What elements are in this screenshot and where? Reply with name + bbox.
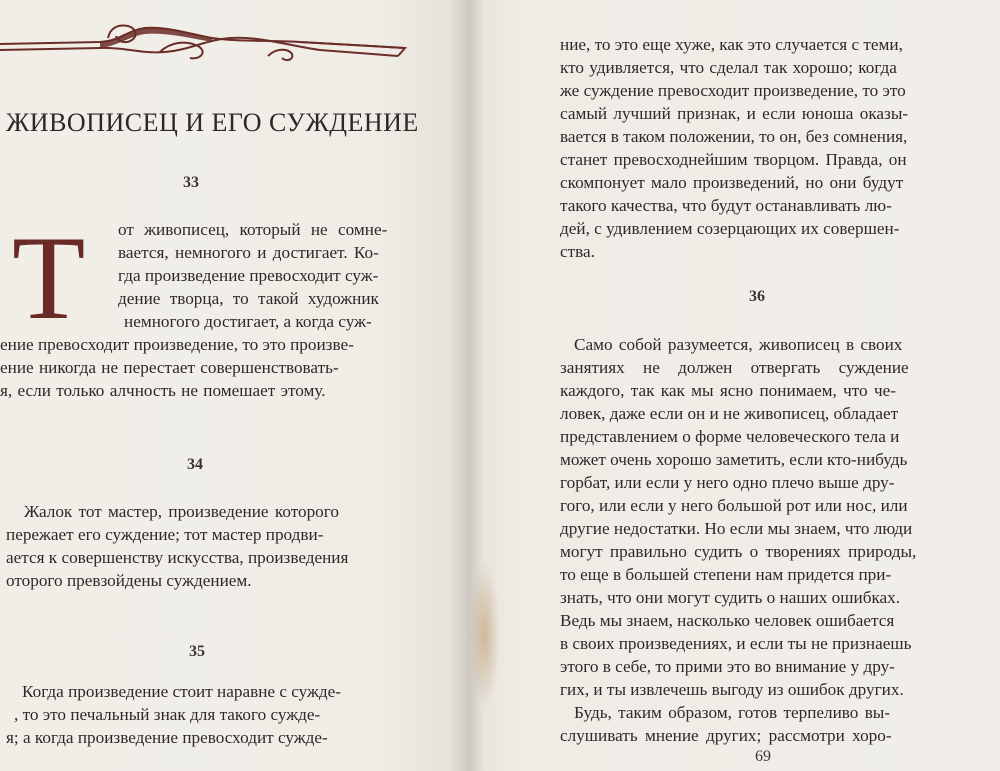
section-number-35: 35 (189, 643, 205, 660)
text-line: немногого достигает, а когда суж- (124, 312, 372, 331)
text-line: дей, с удивлением созерцающих их совершен- (560, 219, 900, 238)
text-line: я, если только алчность не помешает этому. (0, 381, 326, 400)
text-line: я; а когда произведение превосходит сужде- (6, 728, 328, 747)
text-line: Когда произведение стоит наравне с сужде- (22, 682, 342, 701)
text-line: вается в таком положении, то он, без сомнения, (560, 127, 908, 146)
text-line: станет превосходнейшим творцом. Правда, он (560, 150, 907, 169)
text-line: каждого, так как мы ясно понимаем, что че- (560, 381, 896, 400)
text-line: дение творца, то такой художник (118, 289, 379, 308)
text-line: ние, то это еще хуже, как это случается с теми, (560, 35, 903, 54)
text-line: оторого превзойдены суждением. (6, 571, 252, 590)
continuation-text (560, 33, 908, 263)
text-line: может очень хорошо заметить, если кто-нибудь (560, 450, 908, 469)
left-page (0, 0, 468, 771)
text-line: Само собой разумеется, живописец в своих (574, 335, 903, 354)
paper-stain (470, 560, 500, 710)
text-line: вается, немногого и достигает. Ко- (118, 243, 379, 262)
text-line: горбат, или если у него одно плечо выше дру- (560, 473, 895, 492)
text-line: Ведь мы знаем, насколько человек ошибается (560, 611, 895, 630)
drop-cap: Т (12, 211, 86, 344)
text-line: скомпонует мало произведений, но они будут (560, 173, 904, 192)
text-line: слушивать мнение других; рассмотри хоро- (560, 726, 892, 745)
text-line: гого, или если у него большой рот или нос, или (560, 496, 908, 515)
ornament-flourish-icon (0, 12, 410, 62)
text-line: другие недостатки. Но если мы знаем, что люди (560, 519, 913, 538)
right-page (468, 0, 1000, 771)
text-line: этого в себе, то прими это во внимание у дру- (560, 657, 895, 676)
section-33-indented-lines (118, 218, 387, 333)
section-33-full-lines (0, 333, 354, 402)
text-line: , то это печальный знак для такого сужде- (14, 705, 321, 724)
text-line: ловек, даже если он и не живописец, обладает (560, 404, 899, 423)
text-line: занятиях не должен отвергать суждение (560, 358, 909, 377)
section-35-text (0, 680, 341, 749)
section-34-text (0, 500, 348, 592)
text-line: знать, что они могут судить о наших ошибках. (560, 588, 901, 607)
text-line: ение никогда не перестает совершенствовать- (0, 358, 339, 377)
text-line: в своих произведениях, и если ты не признаешь (560, 634, 912, 653)
section-number-34: 34 (187, 456, 203, 473)
text-line: от живописец, который не сомне- (118, 220, 388, 239)
text-line: ается к совершенству искусства, произведения (6, 548, 349, 567)
text-line: кто удивляется, что сделал так хорошо; когда (560, 58, 897, 77)
text-line: такого качества, что будут останавливать лю- (560, 196, 892, 215)
text-line: Будь, таким образом, готов терпеливо вы- (574, 703, 891, 722)
text-line: ства. (560, 242, 595, 261)
text-line: ение превосходит произведение, то это произве- (0, 335, 354, 354)
text-line: самый лучший признак, и если юноша оказы- (560, 104, 909, 123)
chapter-title: ЖИВОПИСЕЦ И ЕГО СУЖДЕНИЕ (6, 108, 419, 137)
section-number-33: 33 (183, 174, 199, 191)
text-line: могут правильно судить о творениях природы, (560, 542, 917, 561)
text-line: Жалок тот мастер, произведение которого (24, 502, 339, 521)
section-36-text (560, 333, 916, 747)
page-number: 69 (755, 748, 771, 765)
section-number-36: 36 (749, 288, 765, 305)
text-line: представлением о форме человеческого тела и (560, 427, 900, 446)
text-line: пережает его суждение; тот мастер продви- (6, 525, 324, 544)
text-line: гда произведение превосходит суж- (118, 266, 379, 285)
text-line: же суждение превосходит произведение, то это (560, 81, 906, 100)
text-line: гих, и ты извлечешь выгоду из ошибок других. (560, 680, 904, 699)
text-line: то еще в большей степени нам придется при- (560, 565, 892, 584)
